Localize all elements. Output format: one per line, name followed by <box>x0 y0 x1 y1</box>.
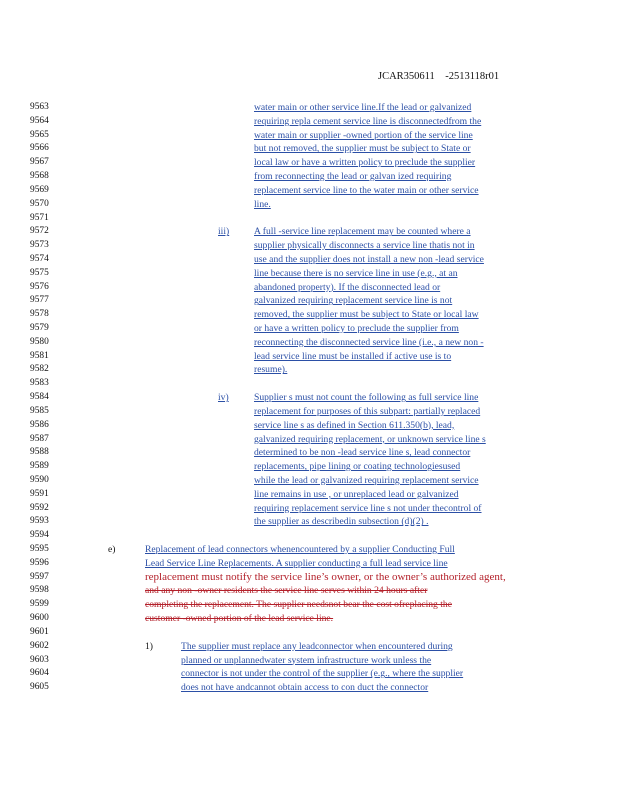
line-number: 9568 <box>30 171 49 182</box>
line-text: does not have andcannot obtain access to con duct the connector <box>181 682 429 694</box>
line-number: 9588 <box>30 447 49 458</box>
line-text: galvanized requiring replacement service line is not <box>254 295 453 307</box>
document-line <box>0 115 618 129</box>
line-number: 9566 <box>30 143 49 154</box>
document-line <box>0 294 618 308</box>
line-number: 9563 <box>30 102 49 112</box>
line-number: 9597 <box>30 571 49 582</box>
line-text: replacement for purposes of this subpart: partially replaced <box>254 405 481 417</box>
line-text: 1) <box>145 640 153 652</box>
line-number: 9576 <box>30 281 49 292</box>
line-number: 9578 <box>30 309 49 320</box>
document-line <box>0 584 618 598</box>
line-number: 9598 <box>30 585 49 596</box>
document-line <box>0 308 618 322</box>
line-number: 9587 <box>30 433 49 444</box>
line-text: water main or other service line.If the lead or galvanized <box>254 102 472 113</box>
document-line <box>0 212 618 226</box>
document-line <box>0 488 618 502</box>
line-text: from reconnecting the lead or galvan ized requiring <box>254 171 452 183</box>
line-number: 9579 <box>30 323 49 333</box>
line-number: 9596 <box>30 557 49 568</box>
line-number: 9581 <box>30 350 49 361</box>
line-number: 9590 <box>30 474 49 485</box>
document-line <box>0 156 618 170</box>
document-body <box>0 101 618 695</box>
document-line <box>0 363 618 377</box>
document-line <box>0 281 618 295</box>
line-text: or have a written policy to preclude the supplier from <box>254 323 459 334</box>
line-text: and any non -owner residents the service line serves within 24 hours after <box>145 585 428 597</box>
document-line <box>0 543 618 557</box>
document-line <box>0 239 618 253</box>
line-text: reconnecting the disconnected service line (i.e., a new non - <box>254 336 484 348</box>
document-line <box>0 598 618 612</box>
document-line <box>0 267 618 281</box>
document-line <box>0 198 618 212</box>
line-number: 9592 <box>30 502 49 513</box>
document-id: JCAR350611 <box>378 71 435 82</box>
line-number: 9602 <box>30 640 49 651</box>
document-line <box>0 405 618 419</box>
line-text: The supplier must replace any leadconnector when encountered during <box>181 640 453 652</box>
line-text: line. <box>254 198 271 210</box>
line-number: 9603 <box>30 654 49 665</box>
line-text: requiring repla cement service line is disconnectedfrom the <box>254 115 482 127</box>
line-number: 9599 <box>30 599 49 610</box>
line-number: 9585 <box>30 405 49 416</box>
document-line <box>0 336 618 350</box>
document-line <box>0 129 618 143</box>
line-text: A full -service line replacement may be counted where a <box>254 226 471 238</box>
line-text: the supplier as describedin subsection (d)(2) . <box>254 516 429 528</box>
line-number: 9574 <box>30 253 49 264</box>
document-line <box>0 184 618 198</box>
line-text: but not removed, the supplier must be subject to State or <box>254 143 471 155</box>
document-line <box>0 515 618 529</box>
line-number: 9572 <box>30 226 49 237</box>
line-text: iii) <box>218 226 230 238</box>
line-text: resume). <box>254 364 288 376</box>
line-text: abandoned property). If the disconnected lead or <box>254 281 441 293</box>
line-text: connector is not under the control of the supplier (e.g., where the supplier <box>181 668 464 680</box>
line-number: 9582 <box>30 364 49 375</box>
line-number: 9595 <box>30 544 49 554</box>
document-line <box>0 142 618 156</box>
line-text: determined to be non -lead service line s, lead connector <box>254 447 471 459</box>
line-number: 9605 <box>30 682 49 693</box>
document-line <box>0 612 618 626</box>
line-text: supplier physically disconnects a service line thatis not in <box>254 240 475 252</box>
document-line <box>0 377 618 391</box>
line-text: removed, the supplier must be subject to State or local law <box>254 309 479 321</box>
document-line <box>0 419 618 433</box>
line-number: 9580 <box>30 336 49 347</box>
document-line <box>0 253 618 267</box>
document-line <box>0 557 618 571</box>
document-line <box>0 502 618 516</box>
line-number: 9577 <box>30 295 49 306</box>
line-text: completing the replacement. The supplier needsnot bear the cost ofreplacing the <box>145 599 452 611</box>
line-text: water main or supplier -owned portion of the service line <box>254 129 473 141</box>
document-line <box>0 433 618 447</box>
document-line <box>0 571 618 585</box>
line-text: service line s as defined in Section 611.350(b), lead, <box>254 419 455 431</box>
line-text: galvanized requiring replacement, or unknown service line s <box>254 433 486 445</box>
document-line <box>0 529 618 543</box>
line-text: lead service line must be installed if active use is to <box>254 350 452 362</box>
document-line <box>0 460 618 474</box>
line-number: 9567 <box>30 157 49 168</box>
document-line <box>0 667 618 681</box>
document-line <box>0 391 618 405</box>
line-text: iv) <box>218 392 229 404</box>
line-number: 9591 <box>30 488 49 499</box>
line-number: 9575 <box>30 267 49 278</box>
document-line <box>0 101 618 115</box>
line-text: e) <box>108 544 116 555</box>
line-text: Replacement of lead connectors whenencountered by a supplier Conducting Full <box>145 544 455 555</box>
line-number: 9600 <box>30 613 49 624</box>
line-number: 9594 <box>30 530 49 541</box>
line-number: 9565 <box>30 129 49 140</box>
line-text: while the lead or galvanized requiring replacement service <box>254 474 479 486</box>
line-text: replacement must notify the service line’s owner, or the owner’s authorized agent, <box>145 570 506 583</box>
document-line <box>0 350 618 364</box>
line-text: local law or have a written policy to preclude the supplier <box>254 157 476 169</box>
line-text: line remains in use , or unreplaced lead or galvanized <box>254 488 459 500</box>
document-header <box>378 71 499 82</box>
document-line <box>0 225 618 239</box>
line-number: 9569 <box>30 184 49 195</box>
line-number: 9573 <box>30 240 49 251</box>
line-number: 9564 <box>30 115 49 126</box>
line-text: Supplier s must not count the following as full service line <box>254 392 479 404</box>
document-line <box>0 654 618 668</box>
line-number: 9586 <box>30 419 49 430</box>
line-number: 9593 <box>30 516 49 527</box>
line-number: 9589 <box>30 461 49 472</box>
document-line <box>0 640 618 654</box>
line-number: 9583 <box>30 378 49 389</box>
line-text: use and the supplier does not install a new non -lead service <box>254 253 484 265</box>
line-text: planned or unplannedwater system infrastructure work unless the <box>181 654 432 666</box>
line-number: 9570 <box>30 198 49 209</box>
line-text: line because there is no service line in use (e.g., at an <box>254 267 458 279</box>
document-line <box>0 446 618 460</box>
document-line <box>0 626 618 640</box>
line-number: 9604 <box>30 668 49 679</box>
document-line <box>0 170 618 184</box>
line-text: replacements, pipe lining or coating technologiesused <box>254 461 461 473</box>
document-line <box>0 474 618 488</box>
line-text: customer -owned portion of the lead service line. <box>145 613 334 625</box>
document-revision: -2513118r01 <box>445 71 500 82</box>
line-number: 9584 <box>30 392 49 403</box>
line-text: replacement service line to the water main or other service <box>254 184 479 196</box>
document-line <box>0 322 618 336</box>
line-text: Lead Service Line Replacements. A supplier conducting a full lead service line <box>145 557 448 569</box>
document-line <box>0 681 618 695</box>
line-number: 9571 <box>30 212 49 223</box>
line-text: requiring replacement service line s not under thecontrol of <box>254 502 482 514</box>
line-number: 9601 <box>30 626 49 637</box>
